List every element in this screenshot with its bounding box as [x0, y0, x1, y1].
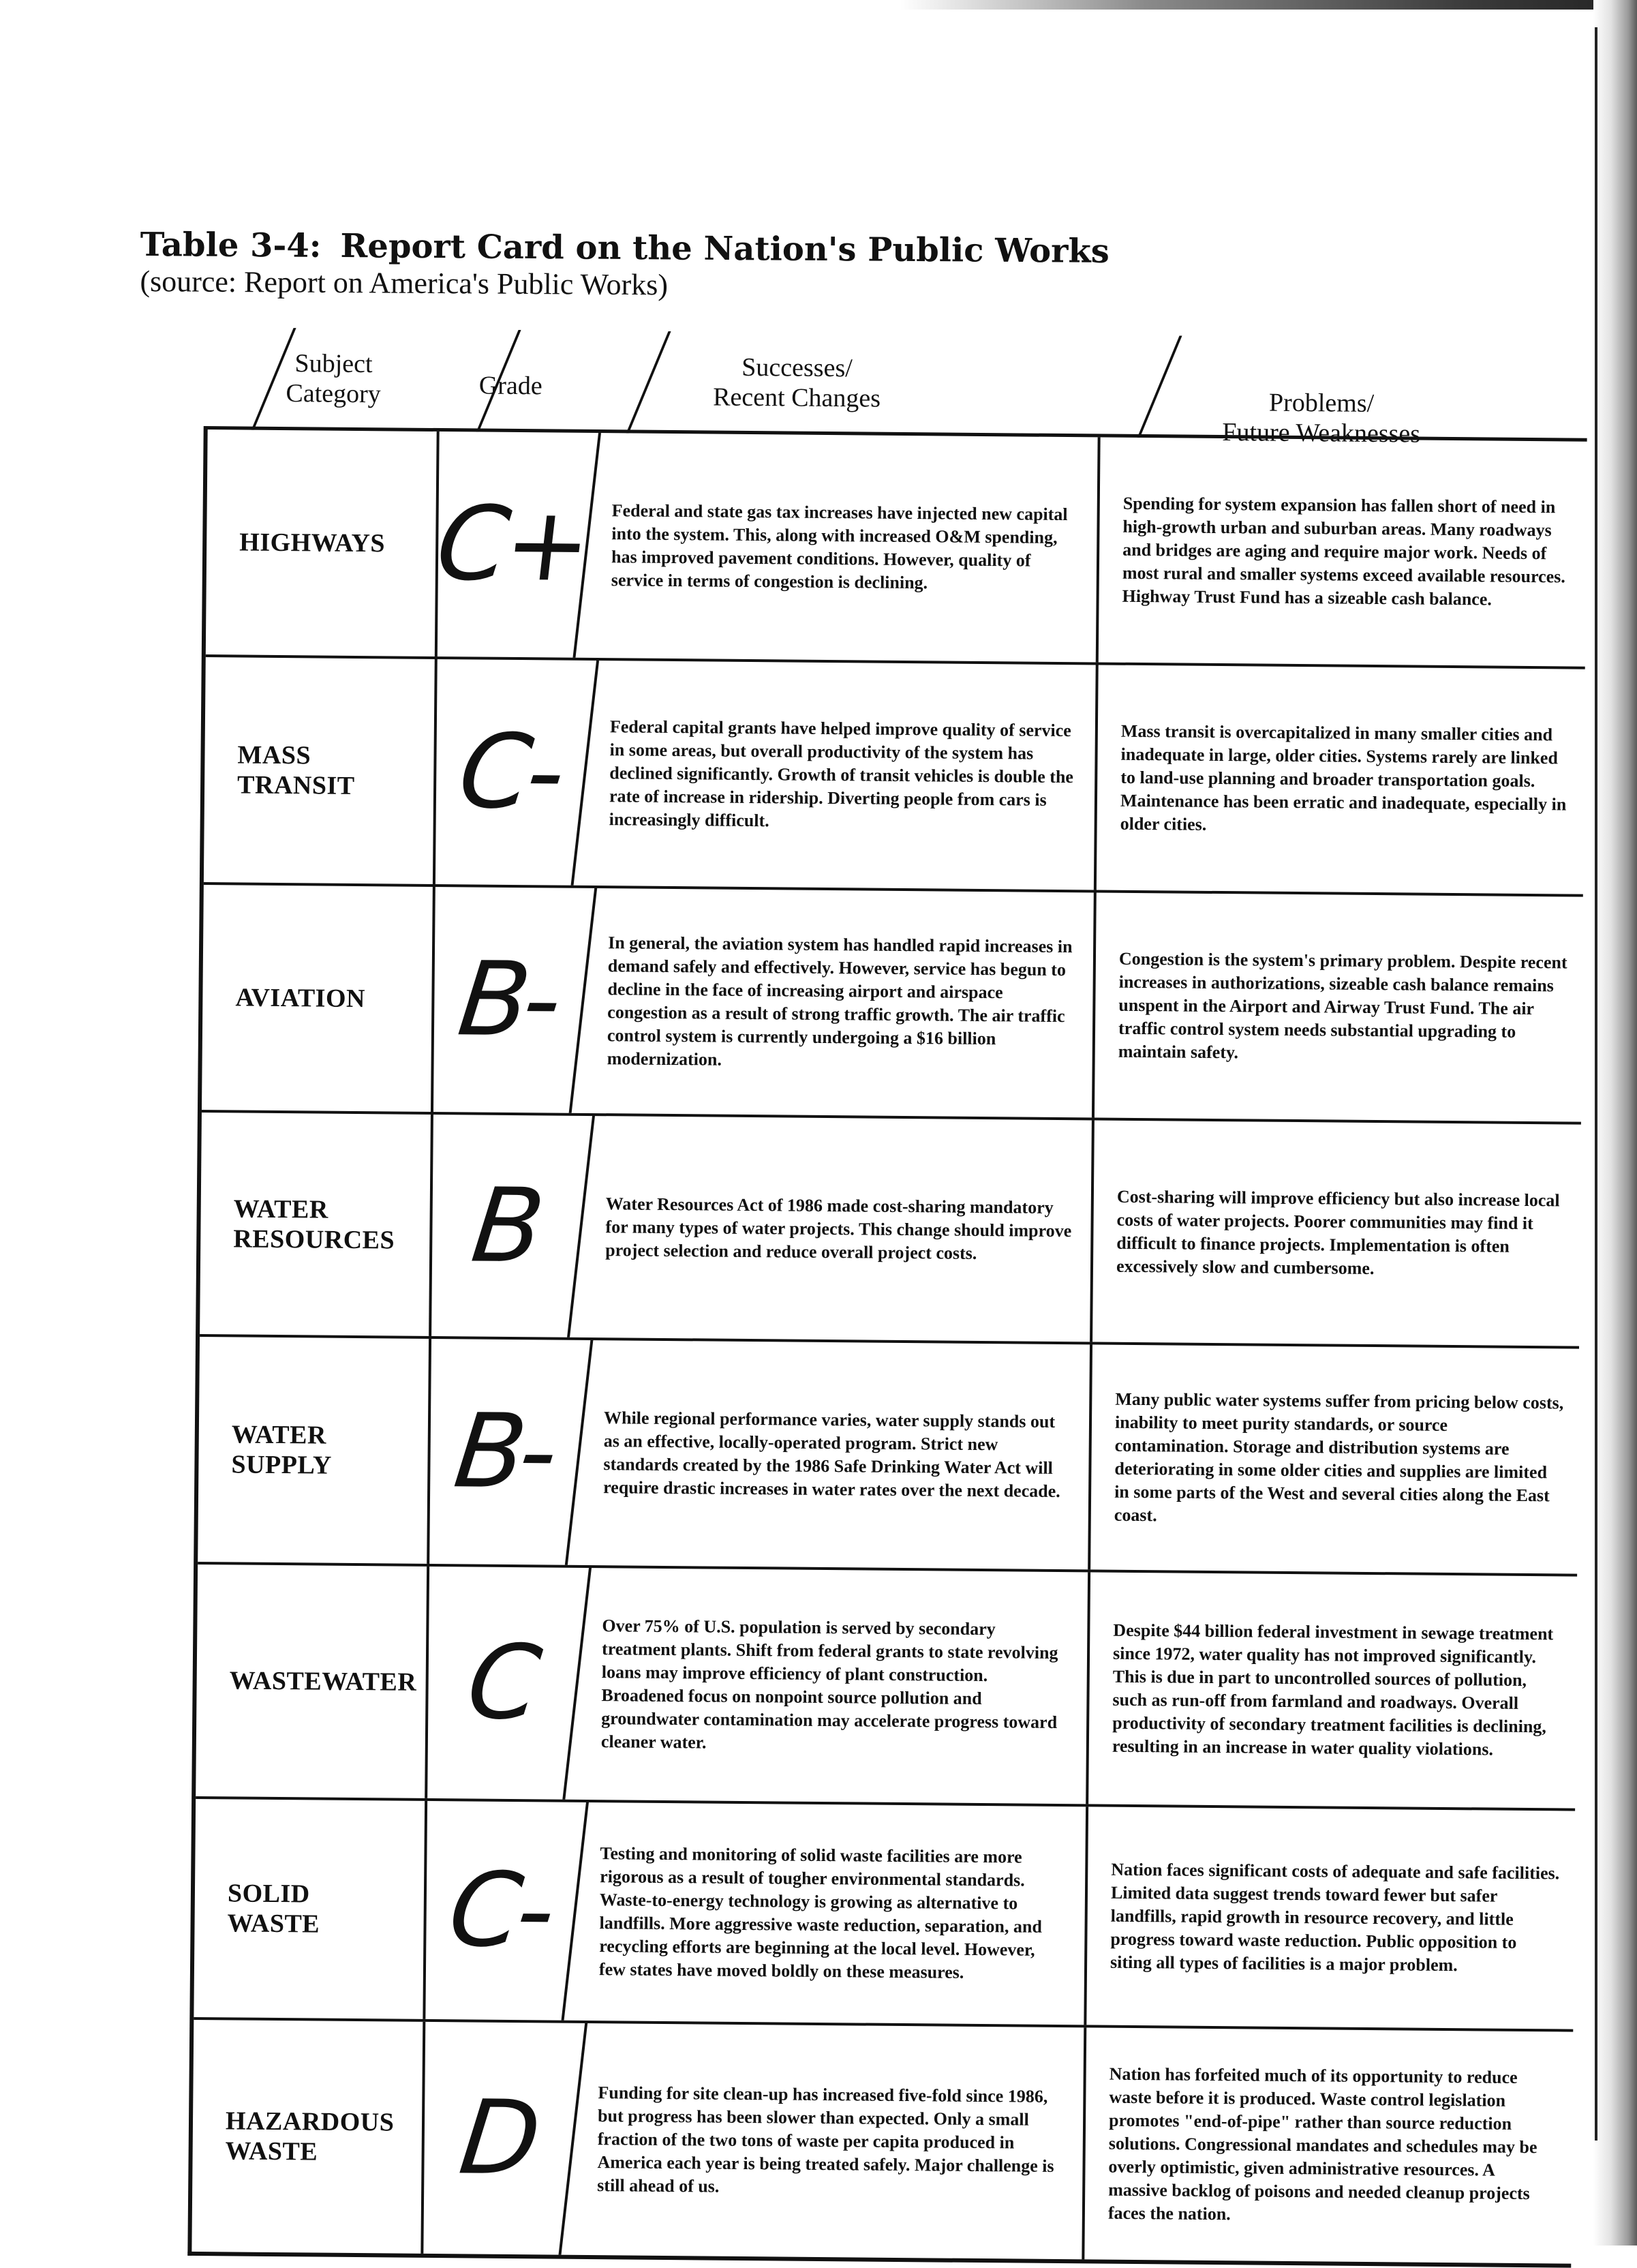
table-body [187, 429, 1587, 2268]
grade-cell: D [411, 2022, 587, 2255]
grade-cell: B- [418, 1339, 594, 1565]
header-problems-line1: Problems/ [1268, 388, 1375, 418]
problems-cell: Nation faces significant costs of adequate and safe facilities. Limited data suggest trends toward fewer but safer landfills, rapid growth in resource recovery, and little progress toward waste reduction. Public opposition to siting all types of facilities is a major problem. [1110, 1859, 1560, 1976]
category-line2: RESOURCES [233, 1224, 395, 1254]
grade-cell: B- [422, 887, 598, 1113]
table-row [204, 654, 1585, 894]
successes-cell: Over 75% of U.S. population is served by secondary treatment plants. Shift from federal grants to state revolving loans may improve efficiency of plant construction. Broadened focus on nonpoint source pollution and groundwater contamination may accelerate progress toward cleaner water. [577, 1568, 1090, 1804]
successes-cell: Testing and monitoring of solid waste facilities are more rigorous as a result of tougher environmental standards. Waste-to-energy technology is growing as alternative to landfills. More aggressive waste reduction, separation, and recycling efforts are beginning at the local level. However, few states have moved boldly on these measures. [575, 1802, 1088, 2025]
category-line1: SOLID [227, 1879, 310, 1909]
table-source: (source: Report on America's Public Works) [140, 264, 669, 302]
category-cell [200, 1113, 433, 1336]
successes-cell: In general, the aviation system has handled rapid increases in demand safely and effectively. However, service has begun to decline in the face of increasing airport and airspace congestion as a result of strong traffic growth. The air traffic control system is currently undergoing a $16 billion modernization. [583, 888, 1097, 1118]
problems-cell: Despite $44 billion federal investment in sewage treatment since 1972, water quality has not improved significantly. This is due in part to uncontrolled sources of pollution, such as run-off from farmland and roadways. Overall productivity of secondary treatment facilities is declining, resulting in an increase in water quality violations. [1112, 1620, 1554, 1759]
table-row [194, 1796, 1575, 2029]
problems-cell: Many public water systems suffer from pricing below costs, inability to meet purity standards, or source contamination. Storage and distribution systems are deteriorating in some older cities and supplies are limited in some parts of the West and several cities along the East coast. [1114, 1389, 1564, 1526]
header-successes [681, 352, 913, 414]
category-cell [198, 1337, 431, 1564]
category-cell [196, 1564, 429, 1798]
successes-cell: Federal and state gas tax increases have injected new capital into the system. This, along with increased O&M spending, has improved pavement conditions. However, quality of service in terms of congestion is declining. [587, 433, 1101, 663]
title-block [140, 225, 1435, 307]
grade-cell: C- [414, 1801, 589, 2021]
table-row [206, 429, 1587, 667]
category-line1: MASS [237, 740, 311, 770]
table-row [196, 1562, 1577, 1809]
successes-cell: Funding for site clean-up has increased five-fold since 1986, but progress has been slower than expected. Only a small fraction of the two tons of waste per capita produced in America each year is being treated safely. Major challenge is still ahead of us. [573, 2023, 1086, 2260]
category-line2: TRANSIT [236, 770, 355, 800]
category-line1: AVIATION [235, 983, 366, 1014]
grade-cell: B [420, 1115, 595, 1337]
category-line1: HAZARDOUS [225, 2106, 395, 2137]
category-cell [202, 885, 435, 1112]
page-edge-line [1595, 27, 1597, 2141]
successes-cell: Water Resources Act of 1986 made cost-sharing mandatory for many types of water projects. This change should improve project selection and reduce overall project costs. [581, 1116, 1095, 1342]
table-row [200, 1110, 1581, 1346]
category-line1: HIGHWAYS [239, 528, 386, 558]
category-line2: WASTE [227, 1909, 320, 1939]
category-cell [204, 657, 438, 884]
header-problems-line2: Future Weaknesses [1222, 418, 1421, 449]
category-line2: WASTE [225, 2136, 318, 2166]
successes-cell: Federal capital grants have helped improve quality of service in some areas, but overall productivity of the system has declined significantly. Growth of transit vehicles is double the rate of increase in ridership. Diverting people from cars is increasingly difficult. [585, 661, 1099, 890]
table-header [204, 327, 1588, 449]
grade-cell: C- [424, 659, 600, 886]
category-line2: SUPPLY [231, 1450, 332, 1480]
problems-cell: Nation has forfeited much of its opportunity to reduce waste before it is produced. Waste control legislation promotes "end-of-pipe" rather than source reduction solutions. Congressional mandates and schedules may be overly optimistic, given administrative resources. A massive backlog of poisons and needed cleanup projects faces the nation. [1107, 2063, 1537, 2224]
report-card-table [187, 327, 1588, 2268]
grade-cell: C+ [425, 432, 601, 658]
scan-shadow-top [0, 0, 1637, 10]
table-row [192, 2017, 1573, 2264]
table-row [202, 882, 1583, 1122]
category-cell [194, 1799, 427, 2019]
grade-cell: C [415, 1567, 592, 1800]
table-title-text: Report Card on the Nation's Public Works [340, 227, 1110, 271]
header-subject-category [245, 348, 423, 410]
header-grade: Grade [478, 371, 542, 401]
header-successes-line2: Recent Changes [713, 382, 881, 413]
successes-cell: While regional performance varies, water supply stands out as an effective, locally-operated program. Strict new standards created by the 1986 Safe Drinking Water Act will require drastic increases in water rates over the next decade. [579, 1340, 1092, 1570]
scan-shadow-right [1593, 0, 1637, 2246]
header-divider [626, 331, 671, 434]
header-successes-line1: Successes/ [741, 352, 853, 383]
category-line1: WASTEWATER [229, 1666, 417, 1697]
problems-cell: Congestion is the system's primary problem. Despite recent increases in authorizations, sizeable cash balance remains unspent in the Airport and Airway Trust Fund. The air traffic control system needs substantial upgrading to maintain safety. [1118, 948, 1567, 1063]
category-line1: WATER [233, 1194, 328, 1224]
problems-cell: Spending for system expansion has fallen short of need in high-growth urban and suburban areas. Many roadways and bridges are aging and require major work. Needs of most rural and smaller systems exceed available resources. Highway Trust Fund has a sizeable cash balance. [1122, 493, 1565, 609]
problems-cell: Cost-sharing will improve efficiency but also increase local costs of water projects. Poorer communities may find it difficult to finance projects. Implementation is often excessively slow and cumbersome. [1116, 1186, 1560, 1278]
category-cell [206, 429, 440, 656]
category-cell [192, 2020, 425, 2254]
problems-cell: Mass transit is overcapitalized in many smaller cities and inadequate in large, older cities. Systems rarely are linked to land-use planning and broader transportation goals. Maintenance has been erratic and inadequate, especially in older cities. [1120, 721, 1567, 834]
table-row [198, 1334, 1579, 1574]
header-subject-line1: Subject [294, 349, 373, 379]
header-subject-line2: Category [286, 379, 381, 409]
category-line1: WATER [231, 1420, 327, 1450]
table-number: Table 3-4: [140, 225, 322, 265]
